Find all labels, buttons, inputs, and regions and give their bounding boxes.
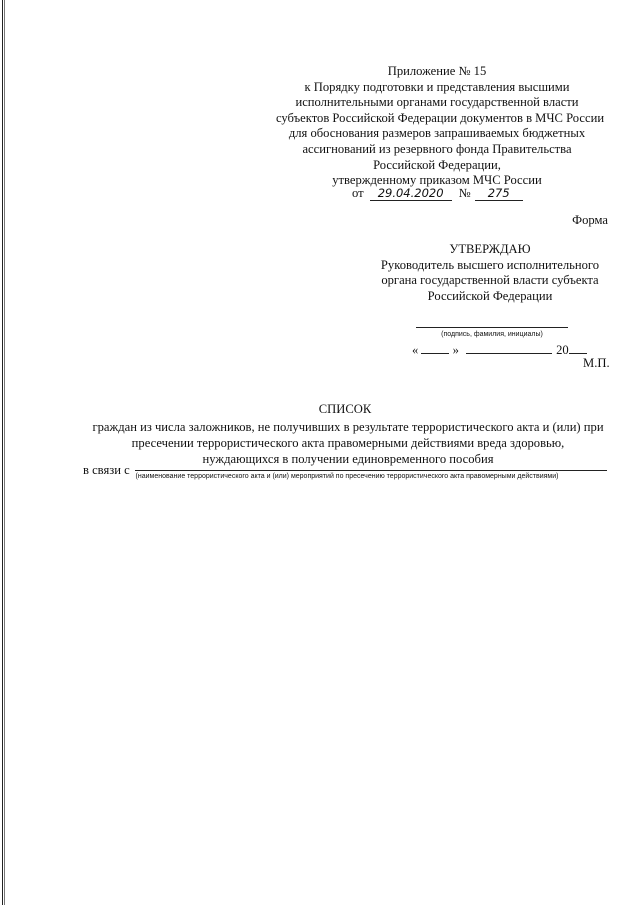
appendix-line: субъектов Российской Федерации документов в МЧС России [276, 110, 605, 125]
approval-line: органа государственной власти субъекта [381, 273, 599, 288]
appendix-line: к Порядку подготовки и представления высшими [304, 79, 570, 94]
appendix-header [276, 64, 605, 189]
year-blank [569, 342, 587, 354]
appendix-line: исполнительными органами государственной власти [295, 95, 579, 110]
signature-line [416, 327, 568, 328]
scan-edge-line [2, 0, 3, 905]
order-date-number-row [352, 186, 523, 201]
handwritten-date: 29.04.2020 [370, 187, 452, 201]
list-description-line: граждан из числа заложников, не получивших в результате террористического акта и (или) при [92, 420, 604, 434]
form-label: Форма [572, 213, 608, 227]
year-prefix: 20 [556, 343, 569, 357]
approval-line: Руководитель высшего исполнительного [380, 257, 600, 272]
appendix-line: для обоснования размеров запрашиваемых бюджетных [288, 126, 586, 141]
appendix-line: ассигнований из резервного фонда Правительства [302, 141, 572, 156]
list-description [76, 419, 620, 467]
list-description-line: пресечении террористического акта правомерными действиями вреда здоровью, [131, 436, 565, 450]
approval-date-row [412, 342, 587, 358]
approval-block [360, 242, 620, 304]
month-blank [466, 342, 552, 354]
appendix-line: утвержденному приказом МЧС России [332, 173, 542, 188]
relation-caption: (наименование террористического акта и (или) мероприятий по пресечению террористического акта правомерными действиями) [135, 473, 559, 480]
relation-fill-line [135, 470, 607, 471]
approval-title: УТВЕРЖДАЮ [449, 242, 531, 256]
relation-label: в связи с [83, 463, 130, 477]
open-quote: « [412, 343, 419, 357]
list-title: СПИСОК [318, 402, 372, 416]
appendix-line: Российской Федерации, [373, 157, 501, 172]
appendix-line: Приложение № 15 [387, 64, 487, 78]
close-quote: » [452, 343, 459, 357]
scan-edge-line-shadow [4, 0, 5, 905]
approval-line: Российской Федерации [427, 288, 553, 303]
signature-caption: (подпись, фамилия, инициалы) [441, 331, 543, 338]
handwritten-number: 275 [475, 187, 523, 201]
stamp-label: М.П. [583, 356, 610, 370]
number-label: № [458, 186, 471, 200]
list-description-line: нуждающихся в получении единовременного пособия [202, 452, 494, 466]
day-blank [421, 342, 449, 354]
from-label: от [352, 186, 364, 200]
